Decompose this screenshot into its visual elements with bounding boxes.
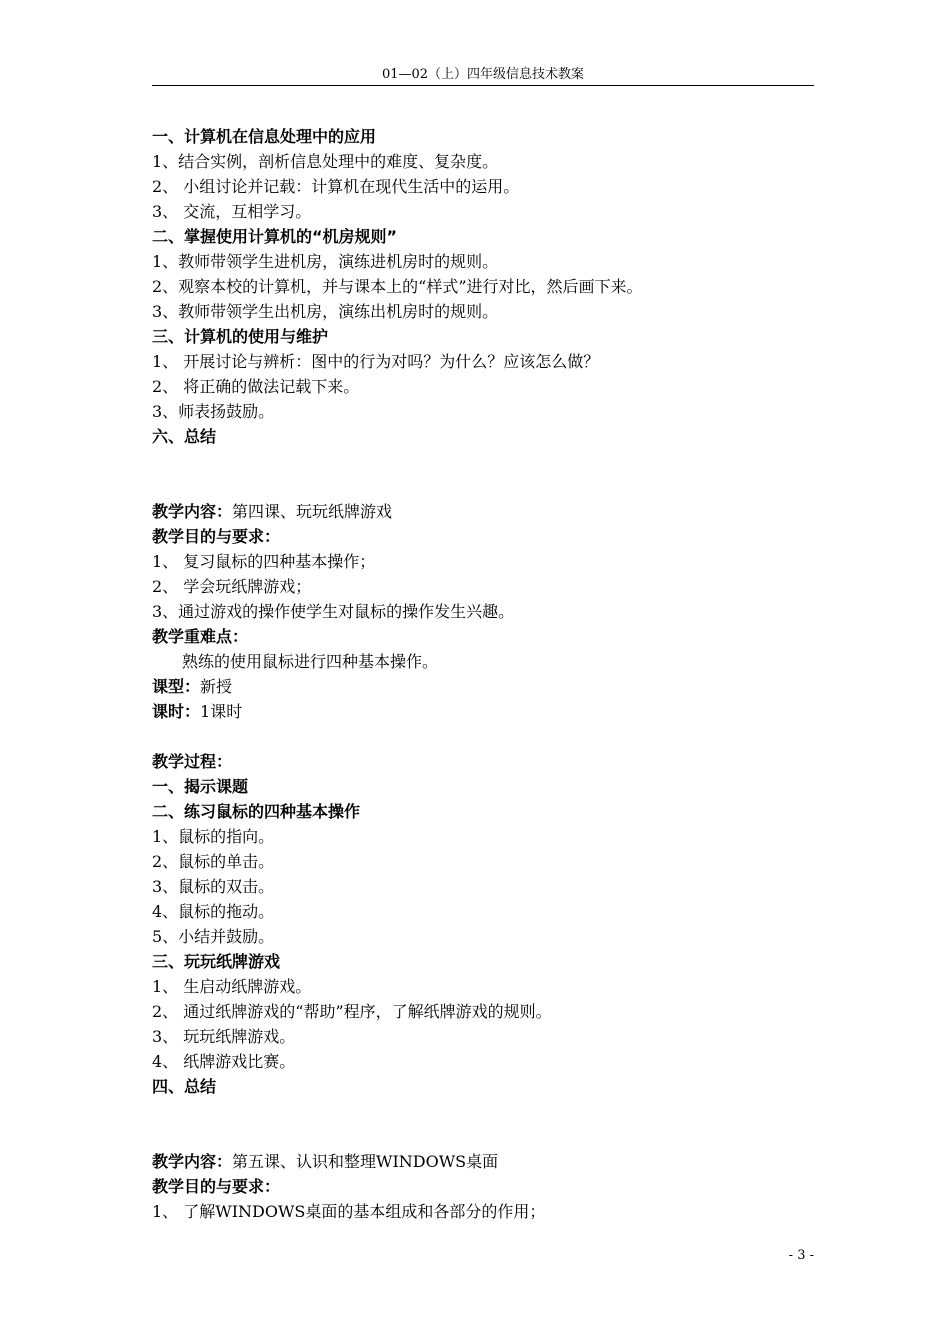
list-item: 1、 了解WINDOWS桌面的基本组成和各部分的作用； — [152, 1202, 546, 1221]
lesson-goal-label: 教学目的与要求： — [152, 527, 281, 546]
list-item: 1、 开展讨论与辨析：图中的行为对吗？为什么？应该怎么做？ — [152, 352, 600, 371]
lesson-content-label: 教学内容： — [152, 1152, 233, 1171]
lesson-key-value: 熟练的使用鼠标进行四种基本操作。 — [182, 652, 439, 671]
lesson-content-value: 第五课、认识和整理WINDOWS桌面 — [232, 1152, 499, 1171]
step-heading: 二、练习鼠标的四种基本操作 — [152, 802, 361, 821]
list-item: 3、 玩玩纸牌游戏。 — [152, 1027, 296, 1046]
lesson-goal-label: 教学目的与要求： — [152, 1177, 281, 1196]
lesson-content-row — [152, 1149, 814, 1174]
list-item: 1、教师带领学生进机房，演练进机房时的规则。 — [152, 252, 499, 271]
list-item: 3、鼠标的双击。 — [152, 877, 275, 896]
section-heading: 三、计算机的使用与维护 — [152, 327, 329, 346]
lesson-content-label: 教学内容： — [152, 502, 233, 521]
list-item: 3、通过游戏的操作使学生对鼠标的操作发生兴趣。 — [152, 602, 515, 621]
section-heading: 一、计算机在信息处理中的应用 — [152, 127, 377, 146]
list-item: 2、 学会玩纸牌游戏； — [152, 577, 312, 596]
list-item: 2、观察本校的计算机，并与课本上的“样式”进行对比，然后画下来。 — [152, 277, 643, 296]
list-item: 3、师表扬鼓励。 — [152, 402, 275, 421]
lesson-content-row — [152, 499, 814, 524]
page-header: 01—02（上）四年级信息技术教案 — [381, 67, 585, 82]
list-item: 5、小结并鼓励。 — [152, 927, 275, 946]
list-item: 1、结合实例，剖析信息处理中的难度、复杂度。 — [152, 152, 499, 171]
list-item: 1、 复习鼠标的四种基本操作； — [152, 552, 376, 571]
page-number: - 3 - — [788, 1248, 814, 1263]
step-heading: 一、揭示课题 — [152, 777, 249, 796]
lesson-hours-label: 课时： — [152, 702, 201, 721]
lesson-hours-row — [152, 699, 814, 724]
section-heading: 六、总结 — [152, 427, 217, 446]
lesson-type-label: 课型： — [152, 677, 201, 696]
list-item: 2、鼠标的单击。 — [152, 852, 275, 871]
step-heading: 三、玩玩纸牌游戏 — [152, 952, 281, 971]
list-item: 2、 通过纸牌游戏的“帮助”程序，了解纸牌游戏的规则。 — [152, 1002, 552, 1021]
header-rule — [152, 85, 814, 86]
step-heading: 四、总结 — [152, 1077, 217, 1096]
lesson-hours-value: 1课时 — [200, 702, 243, 721]
lesson-content-value: 第四课、玩玩纸牌游戏 — [232, 502, 393, 521]
list-item: 2、 将正确的做法记载下来。 — [152, 377, 360, 396]
lesson-process-label: 教学过程： — [152, 752, 233, 771]
list-item: 3、教师带领学生出机房，演练出机房时的规则。 — [152, 302, 499, 321]
lesson-type-row — [152, 674, 814, 699]
lesson-type-value: 新授 — [200, 677, 233, 696]
list-item: 3、 交流，互相学习。 — [152, 202, 312, 221]
section-heading: 二、掌握使用计算机的“机房规则” — [152, 227, 398, 246]
list-item: 1、鼠标的指向。 — [152, 827, 275, 846]
list-item: 4、 纸牌游戏比赛。 — [152, 1052, 296, 1071]
list-item: 1、 生启动纸牌游戏。 — [152, 977, 312, 996]
document-body — [152, 124, 814, 1224]
list-item: 2、 小组讨论并记载：计算机在现代生活中的运用。 — [152, 177, 520, 196]
lesson-key-label: 教学重难点： — [152, 627, 249, 646]
list-item: 4、鼠标的拖动。 — [152, 902, 275, 921]
